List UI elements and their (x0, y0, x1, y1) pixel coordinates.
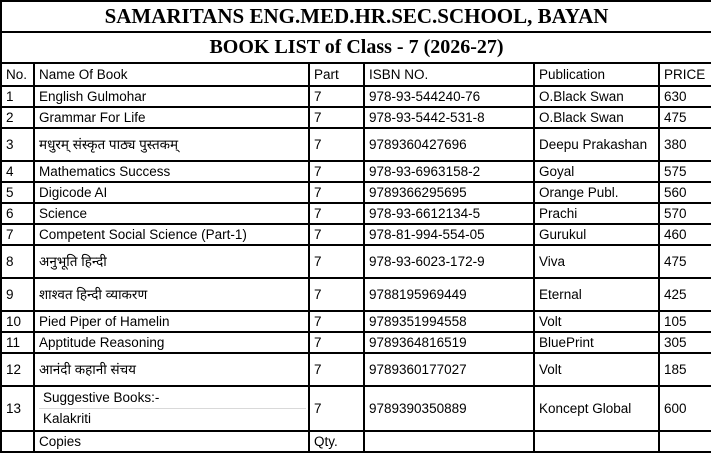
cell-no: 6 (1, 203, 34, 224)
cell-no: 4 (1, 161, 34, 182)
cell-price: 560 (659, 182, 711, 203)
cell-book-name: आनंदी कहानी संचय (34, 353, 309, 386)
cell-isbn: 978-93-5442-531-8 (364, 107, 534, 128)
cell-isbn: 9788195969449 (364, 278, 534, 311)
table-row (1, 386, 711, 431)
cell-no: 1 (1, 86, 34, 107)
title-row (1, 1, 711, 32)
cell-price: 305 (659, 332, 711, 353)
cell-no: 3 (1, 128, 34, 161)
cell-part: 7 (309, 161, 364, 182)
cell-publication: BluePrint (534, 332, 659, 353)
cell-part: 7 (309, 86, 364, 107)
cell-price: 475 (659, 107, 711, 128)
cell-book-name: Competent Social Science (Part-1) (34, 224, 309, 245)
school-name: SAMARITANS ENG.MED.HR.SEC.SCHOOL, BAYAN (1, 1, 711, 32)
cell-book-name: Science (34, 203, 309, 224)
table-row (1, 224, 711, 245)
cell-part: 7 (309, 203, 364, 224)
cell-publication: Prachi (534, 203, 659, 224)
cell-part: 7 (309, 128, 364, 161)
cell-part: 7 (309, 332, 364, 353)
table-row (1, 353, 711, 386)
cell-price: 185 (659, 353, 711, 386)
cell-no: 11 (1, 332, 34, 353)
column-header-part: Part (309, 63, 364, 86)
cell-book-name: Mathematics Success (34, 161, 309, 182)
cell-publication: Goyal (534, 161, 659, 182)
cell-price: 380 (659, 128, 711, 161)
subtitle-row (1, 32, 711, 63)
table-row (1, 203, 711, 224)
cell-isbn: 9789366295695 (364, 182, 534, 203)
cell-price: 575 (659, 161, 711, 182)
cell-part: 7 (309, 224, 364, 245)
cell-part: 7 (309, 353, 364, 386)
cell-publication: Viva (534, 245, 659, 278)
cell-book-name: शाश्वत हिन्दी व्याकरण (34, 278, 309, 311)
cell-isbn: 9789390350889 (364, 386, 534, 431)
cell-isbn: 9789360177027 (364, 353, 534, 386)
cell-price: 630 (659, 86, 711, 107)
column-header-no: No. (1, 63, 34, 86)
cell-publication: Volt (534, 353, 659, 386)
cell-isbn: 9789360427696 (364, 128, 534, 161)
cell-publication: O.Black Swan (534, 86, 659, 107)
table-row (1, 182, 711, 203)
cell-isbn: 978-93-6612134-5 (364, 203, 534, 224)
cell-no: 2 (1, 107, 34, 128)
cell-isbn: 978-93-544240-76 (364, 86, 534, 107)
cell-book-name: Apptitude Reasoning (34, 332, 309, 353)
cell-no: 8 (1, 245, 34, 278)
cell-publication (534, 431, 659, 452)
cell-publication: Orange Publ. (534, 182, 659, 203)
cell-publication: Volt (534, 311, 659, 332)
cell-part: 7 (309, 245, 364, 278)
cell-no: 13 (1, 386, 34, 431)
table-row (1, 332, 711, 353)
cell-price (659, 431, 711, 452)
cell-price: 475 (659, 245, 711, 278)
column-header-publication: Publication (534, 63, 659, 86)
table-row (1, 245, 711, 278)
cell-publication: Koncept Global (534, 386, 659, 431)
cell-book-name: अनुभूति हिन्दी (34, 245, 309, 278)
cell-no: 10 (1, 311, 34, 332)
book-name-line2: Kalakriti (39, 408, 306, 429)
book-name-line1: Suggestive Books:- (43, 390, 160, 406)
column-header-price: PRICE (659, 63, 711, 86)
cell-isbn (364, 431, 534, 452)
cell-book-name (34, 386, 309, 431)
cell-isbn: 978-81-994-554-05 (364, 224, 534, 245)
cell-price: 600 (659, 386, 711, 431)
cell-part: 7 (309, 278, 364, 311)
cell-isbn: 9789351994558 (364, 311, 534, 332)
table-header-row (1, 63, 711, 86)
cell-part: 7 (309, 311, 364, 332)
cell-part: 7 (309, 182, 364, 203)
cell-isbn: 978-93-6963158-2 (364, 161, 534, 182)
cell-publication: Gurukul (534, 224, 659, 245)
table-row (1, 107, 711, 128)
table-row (1, 86, 711, 107)
cell-isbn: 9789364816519 (364, 332, 534, 353)
cell-book-name: मधुरम् संस्कृत पाठ्य पुस्तकम् (34, 128, 309, 161)
cell-price: 105 (659, 311, 711, 332)
table-row (1, 278, 711, 311)
cell-price: 570 (659, 203, 711, 224)
table-row (1, 161, 711, 182)
cell-part: 7 (309, 386, 364, 431)
cell-price: 425 (659, 278, 711, 311)
cell-book-name: Pied Piper of Hamelin (34, 311, 309, 332)
cell-publication: Eternal (534, 278, 659, 311)
cell-isbn: 978-93-6023-172-9 (364, 245, 534, 278)
cell-no (1, 431, 34, 452)
cell-no: 5 (1, 182, 34, 203)
cell-part: 7 (309, 107, 364, 128)
cell-publication: Deepu Prakashan (534, 128, 659, 161)
column-header-isbn: ISBN NO. (364, 63, 534, 86)
column-header-name: Name Of Book (34, 63, 309, 86)
copies-row (1, 431, 711, 452)
table-row (1, 128, 711, 161)
book-list-title: BOOK LIST of Class - 7 (2026-27) (1, 32, 711, 63)
cell-book-name: English Gulmohar (34, 86, 309, 107)
table-row (1, 311, 711, 332)
cell-book-name: Digicode AI (34, 182, 309, 203)
cell-publication: O.Black Swan (534, 107, 659, 128)
cell-qty-label: Qty. (309, 431, 364, 452)
cell-copies-label: Copies (34, 431, 309, 452)
cell-price: 460 (659, 224, 711, 245)
cell-no: 12 (1, 353, 34, 386)
cell-book-name: Grammar For Life (34, 107, 309, 128)
cell-no: 7 (1, 224, 34, 245)
cell-no: 9 (1, 278, 34, 311)
